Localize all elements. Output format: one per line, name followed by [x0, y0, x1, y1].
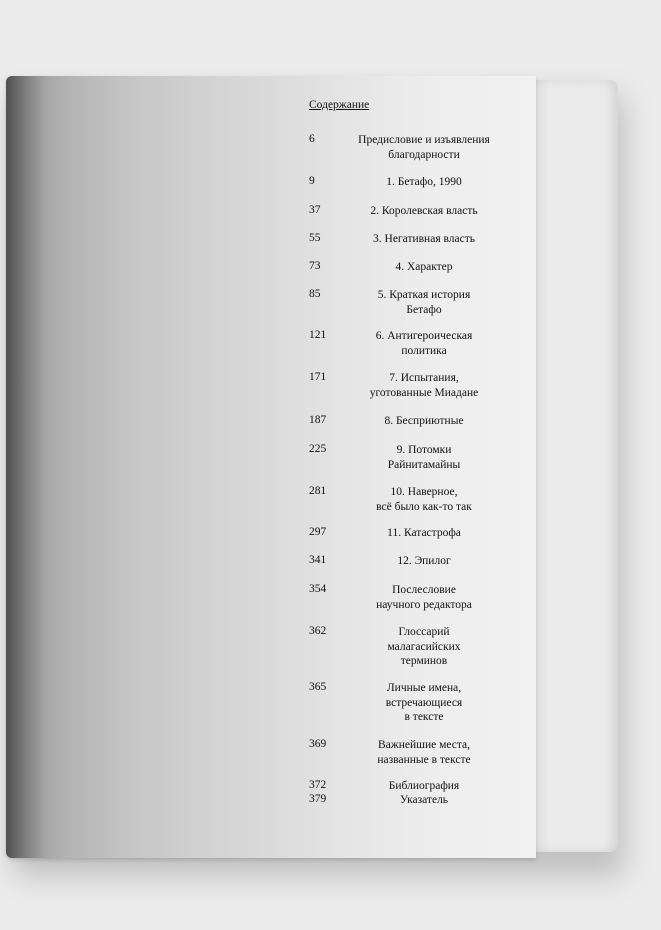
toc-entry-line: 3. Негативная власть	[373, 233, 475, 245]
toc-entry-line: Бетафо	[406, 303, 442, 316]
toc-entry-line: 8. Бесприютные	[384, 415, 464, 427]
toc-entry-line: Райнитамайны	[387, 458, 461, 471]
toc-entry-title	[350, 232, 498, 247]
toc-entry-line: в тексте	[404, 711, 444, 723]
toc-entry-line: 5. Краткая история	[377, 289, 471, 301]
toc-page-number: 362	[309, 625, 327, 637]
toc-entry-line: Предисловие и изъявления	[358, 134, 490, 146]
toc-entry-line: Библиография	[388, 780, 460, 792]
toc-page-number: 372	[309, 779, 327, 791]
toc-page-number: 85	[309, 288, 321, 300]
toc-entry-title	[350, 625, 498, 669]
toc-entry-line: 1. Бетафо, 1990	[386, 176, 462, 188]
toc-page-number: 171	[309, 371, 327, 383]
toc-page-number: 341	[309, 554, 327, 566]
toc-page-number: 37	[309, 204, 321, 216]
toc-page-number: 281	[309, 485, 327, 497]
toc-entry-line: встречающиеся	[385, 696, 463, 709]
toc-entry-line: 12. Эпилог	[397, 555, 451, 567]
toc-page-number: 187	[309, 414, 327, 426]
page-spine-shading	[6, 76, 46, 858]
toc-page-number: 365	[309, 681, 327, 693]
toc-page-number: 354	[309, 583, 327, 595]
toc-entry-line: Глоссарий	[398, 626, 450, 638]
toc-entry-line: 7. Испытания,	[389, 372, 459, 384]
toc-page-number: 121	[309, 329, 327, 341]
toc-entry-title	[350, 681, 498, 725]
toc-entry-title	[350, 133, 498, 162]
toc-entry-title	[350, 414, 498, 429]
toc-title: Содержание	[309, 99, 370, 111]
toc-entry-line: 11. Катастрофа	[387, 527, 461, 539]
toc-entry-title	[350, 329, 498, 358]
toc-entry-line: Послесловие	[392, 584, 456, 596]
toc-entry-line: Важнейшие места,	[377, 739, 471, 751]
toc-entry-title	[350, 526, 498, 541]
toc-entry-line: 9. Потомки	[396, 444, 452, 456]
toc-entry-title	[350, 583, 498, 612]
toc-page-number: 225	[309, 443, 327, 455]
toc-entry-title	[350, 738, 498, 767]
toc-entry-title	[350, 443, 498, 472]
toc-entry-line: терминов	[400, 655, 448, 667]
toc-page-number: 9	[309, 175, 315, 187]
toc-entry-line: всё было как-то так	[376, 500, 472, 513]
toc-entry-line: уготованные Миадане	[369, 386, 479, 399]
toc-entry-line: 6. Антигероическая	[375, 330, 473, 342]
toc-page-number: 6	[309, 133, 315, 145]
toc-page-number: 55	[309, 232, 321, 244]
toc-page-number: 369	[309, 738, 327, 750]
toc-entry-line: научного редактора	[376, 598, 472, 611]
toc-entry-line: малагасийских	[387, 640, 461, 653]
toc-entry-line: благодарности	[388, 148, 460, 161]
toc-entry-title	[350, 371, 498, 400]
toc-entry-line: Указатель	[399, 794, 449, 806]
toc-entry-line: политика	[401, 344, 447, 357]
toc-entry-line: 10. Наверное,	[390, 486, 458, 498]
toc-entry-title	[350, 779, 498, 794]
toc-entry-line: Личные имена,	[386, 682, 462, 694]
toc-entry-title	[350, 204, 498, 219]
toc-entry-line: 4. Характер	[395, 261, 453, 273]
toc-entry-title	[350, 288, 498, 317]
toc-entry-title	[350, 175, 498, 190]
toc-page-number: 297	[309, 526, 327, 538]
toc-entry-title	[350, 485, 498, 514]
toc-page-number: 379	[309, 793, 327, 805]
toc-entry-title	[350, 793, 498, 808]
toc-entry-title	[350, 260, 498, 275]
toc-entry-line: 2. Королевская власть	[370, 205, 478, 217]
toc-entry-title	[350, 554, 498, 569]
toc-page-number: 73	[309, 260, 321, 272]
toc-entry-line: названные в тексте	[377, 753, 471, 766]
